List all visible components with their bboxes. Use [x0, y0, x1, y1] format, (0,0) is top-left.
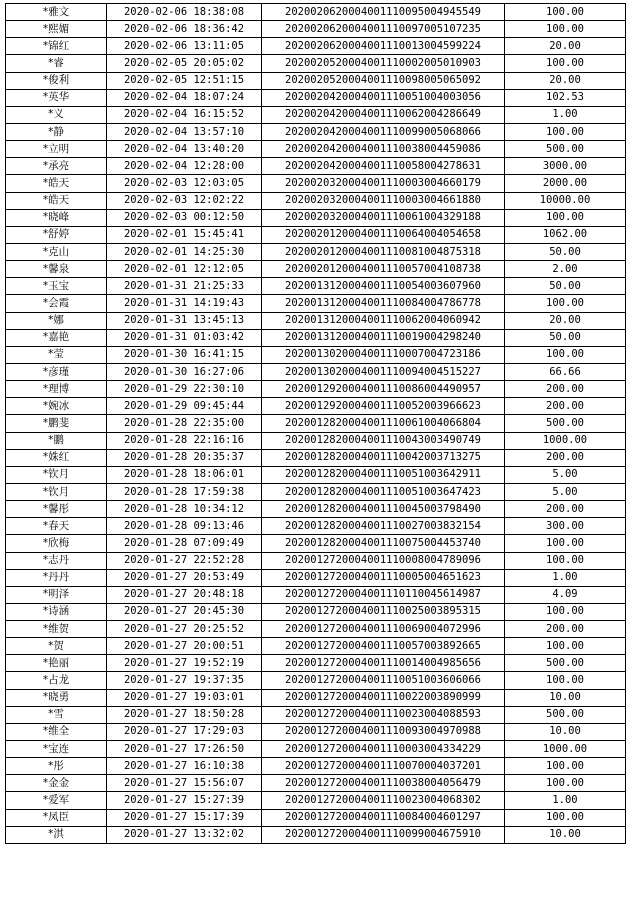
transaction-number-cell: 2020020120004001110081004875318 — [262, 243, 505, 260]
table-row — [6, 209, 626, 226]
transaction-number-cell: 2020012720004001110070004037201 — [262, 758, 505, 775]
donation-time-cell: 2020-02-04 18:07:24 — [107, 89, 262, 106]
donation-time-cell: 2020-01-28 22:16:16 — [107, 432, 262, 449]
transaction-number-cell: 2020020420004001110062004286649 — [262, 106, 505, 123]
transaction-number-cell: 2020013120004001110019004298240 — [262, 329, 505, 346]
table-row — [6, 192, 626, 209]
amount-cell: 100.00 — [505, 638, 626, 655]
donor-name-cell: *金金 — [6, 775, 107, 792]
transaction-number-cell: 2020012820004001110075004453740 — [262, 535, 505, 552]
transaction-number-cell: 2020012720004001110025003895315 — [262, 603, 505, 620]
amount-cell: 5.00 — [505, 483, 626, 500]
transaction-number-cell: 2020013020004001110094004515227 — [262, 363, 505, 380]
transaction-number-cell: 2020012720004001110057003892665 — [262, 638, 505, 655]
donation-time-cell: 2020-02-04 13:40:20 — [107, 141, 262, 158]
table-row — [6, 278, 626, 295]
table-row — [6, 398, 626, 415]
donation-time-cell: 2020-01-31 13:45:13 — [107, 312, 262, 329]
donation-time-cell: 2020-01-27 19:03:01 — [107, 689, 262, 706]
amount-cell: 10000.00 — [505, 192, 626, 209]
donation-time-cell: 2020-01-31 21:25:33 — [107, 278, 262, 295]
donor-name-cell: *义 — [6, 106, 107, 123]
table-row — [6, 21, 626, 38]
transaction-number-cell: 2020012820004001110051003642911 — [262, 466, 505, 483]
donation-time-cell: 2020-01-31 14:19:43 — [107, 295, 262, 312]
table-row — [6, 518, 626, 535]
table-row — [6, 655, 626, 672]
donor-name-cell: *维贺 — [6, 621, 107, 638]
table-row — [6, 415, 626, 432]
transaction-number-cell: 2020013120004001110084004786778 — [262, 295, 505, 312]
transaction-number-cell: 2020012820004001110042003713275 — [262, 449, 505, 466]
donor-name-cell: *睿 — [6, 55, 107, 72]
donor-name-cell: *淇 — [6, 826, 107, 843]
donor-name-cell: *静 — [6, 123, 107, 140]
amount-cell: 20.00 — [505, 72, 626, 89]
amount-cell: 1000.00 — [505, 741, 626, 758]
transaction-number-cell: 2020012820004001110027003832154 — [262, 518, 505, 535]
transaction-number-cell: 2020012720004001110023004068302 — [262, 792, 505, 809]
transaction-number-cell: 2020012720004001110023004088593 — [262, 706, 505, 723]
amount-cell: 200.00 — [505, 381, 626, 398]
transaction-number-cell: 2020012920004001110052003966623 — [262, 398, 505, 415]
amount-cell: 100.00 — [505, 123, 626, 140]
amount-cell: 2000.00 — [505, 175, 626, 192]
donor-name-cell: *理博 — [6, 381, 107, 398]
amount-cell: 100.00 — [505, 55, 626, 72]
transaction-number-cell: 2020012720004001110099004675910 — [262, 826, 505, 843]
donation-time-cell: 2020-01-27 20:25:52 — [107, 621, 262, 638]
transaction-number-cell: 2020012720004001110038004056479 — [262, 775, 505, 792]
transaction-number-cell: 2020020120004001110057004108738 — [262, 261, 505, 278]
amount-cell: 100.00 — [505, 809, 626, 826]
table-row — [6, 141, 626, 158]
donor-name-cell: *馨彤 — [6, 501, 107, 518]
donor-name-cell: *姝红 — [6, 449, 107, 466]
amount-cell: 10.00 — [505, 723, 626, 740]
amount-cell: 1062.00 — [505, 226, 626, 243]
transaction-number-cell: 2020013020004001110007004723186 — [262, 346, 505, 363]
table-row — [6, 792, 626, 809]
donor-name-cell: *承亮 — [6, 158, 107, 175]
table-row — [6, 312, 626, 329]
donor-name-cell: *志丹 — [6, 552, 107, 569]
table-row — [6, 381, 626, 398]
donor-name-cell: *娜 — [6, 312, 107, 329]
transaction-number-cell: 2020020120004001110064004054658 — [262, 226, 505, 243]
transaction-number-cell: 2020020520004001110002005010903 — [262, 55, 505, 72]
donor-name-cell: *彦瑾 — [6, 363, 107, 380]
transaction-number-cell: 2020013120004001110062004060942 — [262, 312, 505, 329]
donor-name-cell: *立明 — [6, 141, 107, 158]
table-row — [6, 723, 626, 740]
table-row — [6, 586, 626, 603]
amount-cell: 5.00 — [505, 466, 626, 483]
donation-time-cell: 2020-02-04 13:57:10 — [107, 123, 262, 140]
donation-record-table — [5, 3, 626, 844]
amount-cell: 200.00 — [505, 621, 626, 638]
donation-time-cell: 2020-01-27 15:56:07 — [107, 775, 262, 792]
donation-time-cell: 2020-02-01 12:12:05 — [107, 261, 262, 278]
amount-cell: 1.00 — [505, 792, 626, 809]
amount-cell: 1000.00 — [505, 432, 626, 449]
table-row — [6, 603, 626, 620]
table-row — [6, 552, 626, 569]
table-row — [6, 72, 626, 89]
donation-time-cell: 2020-02-01 14:25:30 — [107, 243, 262, 260]
amount-cell: 100.00 — [505, 758, 626, 775]
donor-name-cell: *锦红 — [6, 38, 107, 55]
amount-cell: 1.00 — [505, 106, 626, 123]
table-row — [6, 243, 626, 260]
donor-name-cell: *鹏 — [6, 432, 107, 449]
table-row — [6, 449, 626, 466]
amount-cell: 50.00 — [505, 329, 626, 346]
donation-time-cell: 2020-02-05 12:51:15 — [107, 72, 262, 89]
donation-time-cell: 2020-01-27 20:48:18 — [107, 586, 262, 603]
transaction-number-cell: 2020012720004001110005004651623 — [262, 569, 505, 586]
donation-time-cell: 2020-01-28 22:35:00 — [107, 415, 262, 432]
donor-name-cell: *宝连 — [6, 741, 107, 758]
donor-name-cell: *彤 — [6, 758, 107, 775]
amount-cell: 50.00 — [505, 278, 626, 295]
table-row — [6, 89, 626, 106]
table-row — [6, 758, 626, 775]
table-row — [6, 483, 626, 500]
donation-time-cell: 2020-01-27 20:45:30 — [107, 603, 262, 620]
amount-cell: 66.66 — [505, 363, 626, 380]
amount-cell: 500.00 — [505, 415, 626, 432]
donation-time-cell: 2020-01-27 22:52:28 — [107, 552, 262, 569]
table-row — [6, 501, 626, 518]
donor-name-cell: *舒婷 — [6, 226, 107, 243]
donor-name-cell: *明泽 — [6, 586, 107, 603]
amount-cell: 200.00 — [505, 398, 626, 415]
amount-cell: 100.00 — [505, 21, 626, 38]
donation-time-cell: 2020-01-28 10:34:12 — [107, 501, 262, 518]
table-row — [6, 346, 626, 363]
table-row — [6, 175, 626, 192]
donor-name-cell: *钦月 — [6, 483, 107, 500]
amount-cell: 3000.00 — [505, 158, 626, 175]
table-row — [6, 638, 626, 655]
amount-cell: 4.09 — [505, 586, 626, 603]
donor-name-cell: *丹丹 — [6, 569, 107, 586]
table-row — [6, 158, 626, 175]
donor-name-cell: *诗涵 — [6, 603, 107, 620]
amount-cell: 1.00 — [505, 569, 626, 586]
donation-time-cell: 2020-01-27 13:32:02 — [107, 826, 262, 843]
amount-cell: 102.53 — [505, 89, 626, 106]
table-row — [6, 106, 626, 123]
donor-name-cell: *凤臣 — [6, 809, 107, 826]
donation-time-cell: 2020-02-04 12:28:00 — [107, 158, 262, 175]
donation-time-cell: 2020-02-06 18:36:42 — [107, 21, 262, 38]
donor-name-cell: *雪 — [6, 706, 107, 723]
transaction-number-cell: 2020012720004001110084004601297 — [262, 809, 505, 826]
table-row — [6, 261, 626, 278]
amount-cell: 100.00 — [505, 346, 626, 363]
donation-time-cell: 2020-01-27 20:53:49 — [107, 569, 262, 586]
table-body — [6, 4, 626, 844]
amount-cell: 10.00 — [505, 826, 626, 843]
table-row — [6, 55, 626, 72]
donor-name-cell: *莹 — [6, 346, 107, 363]
donation-time-cell: 2020-02-06 18:38:08 — [107, 4, 262, 21]
donation-time-cell: 2020-02-04 16:15:52 — [107, 106, 262, 123]
transaction-number-cell: 2020012720004001110069004072996 — [262, 621, 505, 638]
amount-cell: 100.00 — [505, 603, 626, 620]
table-row — [6, 809, 626, 826]
donation-time-cell: 2020-01-30 16:41:15 — [107, 346, 262, 363]
donor-name-cell: *占龙 — [6, 672, 107, 689]
table-row — [6, 295, 626, 312]
amount-cell: 50.00 — [505, 243, 626, 260]
amount-cell: 500.00 — [505, 141, 626, 158]
donor-name-cell: *熙媚 — [6, 21, 107, 38]
table-row — [6, 363, 626, 380]
donation-time-cell: 2020-01-30 16:27:06 — [107, 363, 262, 380]
donor-name-cell: *皓天 — [6, 175, 107, 192]
donation-time-cell: 2020-01-27 17:26:50 — [107, 741, 262, 758]
amount-cell: 100.00 — [505, 4, 626, 21]
donor-name-cell: *俊利 — [6, 72, 107, 89]
amount-cell: 100.00 — [505, 775, 626, 792]
donor-name-cell: *英华 — [6, 89, 107, 106]
transaction-number-cell: 2020012720004001110093004970988 — [262, 723, 505, 740]
transaction-number-cell: 2020012720004001110051003606066 — [262, 672, 505, 689]
donor-name-cell: *维全 — [6, 723, 107, 740]
donor-name-cell: *嘉艳 — [6, 329, 107, 346]
table-row — [6, 689, 626, 706]
donor-name-cell: *春天 — [6, 518, 107, 535]
donation-time-cell: 2020-01-28 20:35:37 — [107, 449, 262, 466]
donation-time-cell: 2020-02-03 12:03:05 — [107, 175, 262, 192]
donor-name-cell: *馨泉 — [6, 261, 107, 278]
amount-cell: 100.00 — [505, 535, 626, 552]
donation-time-cell: 2020-02-06 13:11:05 — [107, 38, 262, 55]
amount-cell: 20.00 — [505, 312, 626, 329]
donation-time-cell: 2020-01-27 19:37:35 — [107, 672, 262, 689]
donor-name-cell: *艳丽 — [6, 655, 107, 672]
donation-time-cell: 2020-01-27 19:52:19 — [107, 655, 262, 672]
donor-name-cell: *玉宝 — [6, 278, 107, 295]
amount-cell: 100.00 — [505, 209, 626, 226]
donation-time-cell: 2020-01-27 15:27:39 — [107, 792, 262, 809]
transaction-number-cell: 2020012820004001110045003798490 — [262, 501, 505, 518]
amount-cell: 10.00 — [505, 689, 626, 706]
transaction-number-cell: 2020012720004001110022003890999 — [262, 689, 505, 706]
donor-name-cell: *会霞 — [6, 295, 107, 312]
transaction-number-cell: 2020020620004001110097005107235 — [262, 21, 505, 38]
donation-time-cell: 2020-01-27 16:10:38 — [107, 758, 262, 775]
transaction-number-cell: 2020020620004001110013004599224 — [262, 38, 505, 55]
donor-name-cell: *婉冰 — [6, 398, 107, 415]
donation-time-cell: 2020-01-31 01:03:42 — [107, 329, 262, 346]
donation-time-cell: 2020-01-27 20:00:51 — [107, 638, 262, 655]
amount-cell: 300.00 — [505, 518, 626, 535]
table-row — [6, 4, 626, 21]
transaction-number-cell: 2020020320004001110003004661880 — [262, 192, 505, 209]
donation-time-cell: 2020-01-27 18:50:28 — [107, 706, 262, 723]
transaction-number-cell: 2020020320004001110061004329188 — [262, 209, 505, 226]
amount-cell: 20.00 — [505, 38, 626, 55]
table-row — [6, 672, 626, 689]
donation-time-cell: 2020-01-28 18:06:01 — [107, 466, 262, 483]
donation-time-cell: 2020-01-27 15:17:39 — [107, 809, 262, 826]
donor-name-cell: *晓峰 — [6, 209, 107, 226]
transaction-number-cell: 2020020320004001110003004660179 — [262, 175, 505, 192]
table-row — [6, 329, 626, 346]
donor-name-cell: *鹏斐 — [6, 415, 107, 432]
donation-time-cell: 2020-01-27 17:29:03 — [107, 723, 262, 740]
transaction-number-cell: 2020012720004001110014004985656 — [262, 655, 505, 672]
amount-cell: 2.00 — [505, 261, 626, 278]
transaction-number-cell: 2020012720004001110110045614987 — [262, 586, 505, 603]
transaction-number-cell: 2020012820004001110051003647423 — [262, 483, 505, 500]
table-row — [6, 226, 626, 243]
transaction-number-cell: 2020012720004001110003004334229 — [262, 741, 505, 758]
donor-name-cell: *皓天 — [6, 192, 107, 209]
amount-cell: 500.00 — [505, 706, 626, 723]
donation-time-cell: 2020-01-29 22:30:10 — [107, 381, 262, 398]
table-row — [6, 706, 626, 723]
donation-time-cell: 2020-01-28 17:59:38 — [107, 483, 262, 500]
table-row — [6, 432, 626, 449]
table-row — [6, 569, 626, 586]
table-row — [6, 466, 626, 483]
donation-time-cell: 2020-02-05 20:05:02 — [107, 55, 262, 72]
table-row — [6, 826, 626, 843]
transaction-number-cell: 2020012920004001110086004490957 — [262, 381, 505, 398]
table-row — [6, 621, 626, 638]
donor-name-cell: *爱军 — [6, 792, 107, 809]
transaction-number-cell: 2020012820004001110043003490749 — [262, 432, 505, 449]
table-row — [6, 535, 626, 552]
donation-time-cell: 2020-01-28 09:13:46 — [107, 518, 262, 535]
table-row — [6, 38, 626, 55]
donor-name-cell: *钦月 — [6, 466, 107, 483]
donation-time-cell: 2020-02-01 15:45:41 — [107, 226, 262, 243]
transaction-number-cell: 2020020420004001110051004003056 — [262, 89, 505, 106]
donor-name-cell: *欣梅 — [6, 535, 107, 552]
transaction-number-cell: 2020020420004001110038004459086 — [262, 141, 505, 158]
transaction-number-cell: 2020012720004001110008004789096 — [262, 552, 505, 569]
amount-cell: 100.00 — [505, 672, 626, 689]
donation-time-cell: 2020-02-03 00:12:50 — [107, 209, 262, 226]
transaction-number-cell: 2020020420004001110058004278631 — [262, 158, 505, 175]
donor-name-cell: *贺 — [6, 638, 107, 655]
donor-name-cell: *晓勇 — [6, 689, 107, 706]
donation-time-cell: 2020-02-03 12:02:22 — [107, 192, 262, 209]
donor-name-cell: *克山 — [6, 243, 107, 260]
transaction-number-cell: 2020012820004001110061004066804 — [262, 415, 505, 432]
transaction-number-cell: 2020020620004001110095004945549 — [262, 4, 505, 21]
table-row — [6, 123, 626, 140]
amount-cell: 200.00 — [505, 449, 626, 466]
amount-cell: 200.00 — [505, 501, 626, 518]
amount-cell: 100.00 — [505, 295, 626, 312]
transaction-number-cell: 2020020520004001110098005065092 — [262, 72, 505, 89]
table-row — [6, 741, 626, 758]
table-row — [6, 775, 626, 792]
amount-cell: 500.00 — [505, 655, 626, 672]
transaction-number-cell: 2020020420004001110099005068066 — [262, 123, 505, 140]
transaction-number-cell: 2020013120004001110054003607960 — [262, 278, 505, 295]
donation-time-cell: 2020-01-29 09:45:44 — [107, 398, 262, 415]
donor-name-cell: *雅文 — [6, 4, 107, 21]
donation-time-cell: 2020-01-28 07:09:49 — [107, 535, 262, 552]
amount-cell: 100.00 — [505, 552, 626, 569]
